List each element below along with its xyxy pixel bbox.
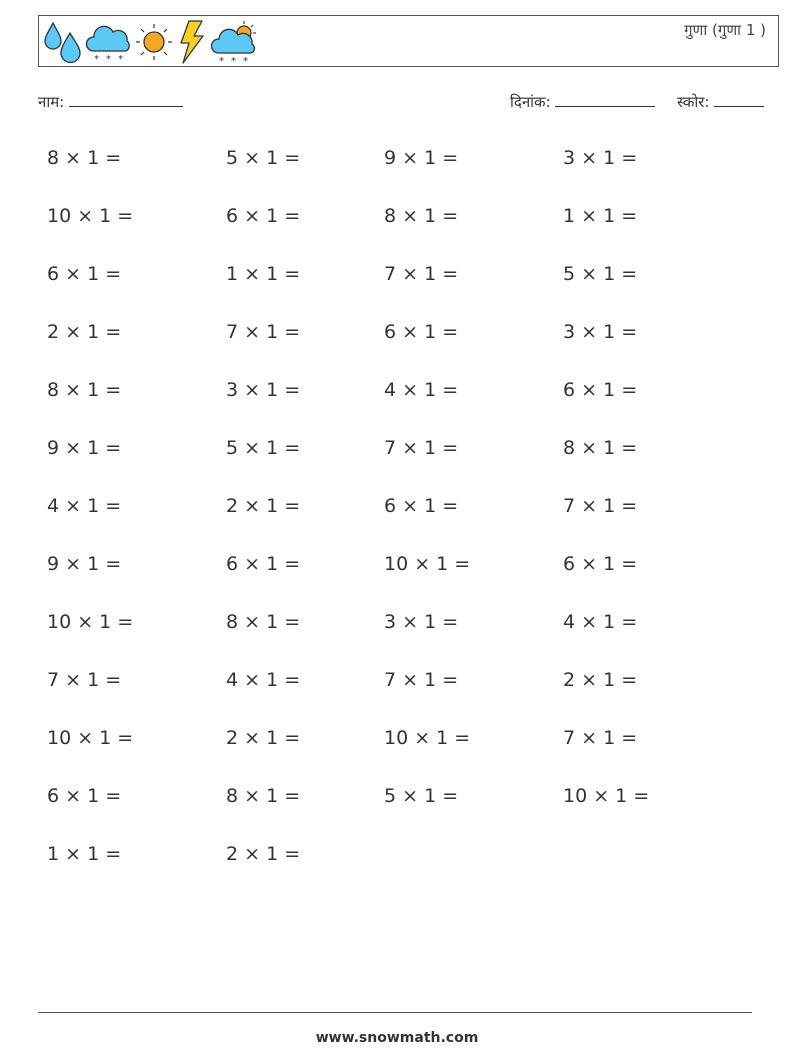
date-label: दिनांक: bbox=[510, 93, 551, 111]
problem-item: 7 × 1 = bbox=[563, 495, 638, 517]
svg-text:*: * bbox=[231, 56, 236, 65]
problem-item: 10 × 1 = bbox=[384, 727, 471, 749]
name-label: नाम: bbox=[38, 93, 65, 111]
name-blank[interactable] bbox=[69, 92, 183, 107]
problem-item: 2 × 1 = bbox=[226, 495, 301, 517]
lightning-icon bbox=[175, 19, 209, 65]
problem-item: 5 × 1 = bbox=[384, 785, 459, 807]
problem-item: 6 × 1 = bbox=[226, 205, 301, 227]
problem-item: 3 × 1 = bbox=[563, 321, 638, 343]
svg-text:*: * bbox=[243, 56, 248, 65]
problem-item: 2 × 1 = bbox=[226, 843, 301, 865]
problem-item: 9 × 1 = bbox=[384, 147, 459, 169]
problem-item: 10 × 1 = bbox=[47, 205, 134, 227]
problem-item: 9 × 1 = bbox=[47, 437, 122, 459]
problem-item: 8 × 1 = bbox=[226, 785, 301, 807]
problem-item: 6 × 1 = bbox=[384, 495, 459, 517]
problem-item: 10 × 1 = bbox=[47, 727, 134, 749]
problem-item: 6 × 1 = bbox=[384, 321, 459, 343]
problem-item: 6 × 1 = bbox=[563, 379, 638, 401]
problem-item: 8 × 1 = bbox=[226, 611, 301, 633]
problem-item: 7 × 1 = bbox=[384, 263, 459, 285]
problem-item: 7 × 1 = bbox=[226, 321, 301, 343]
problem-item: 10 × 1 = bbox=[47, 611, 134, 633]
problem-item: 1 × 1 = bbox=[563, 205, 638, 227]
sun-icon bbox=[135, 19, 173, 65]
name-field bbox=[38, 92, 183, 112]
partly-sunny-snow-icon bbox=[211, 19, 259, 65]
problem-item: 5 × 1 = bbox=[226, 147, 301, 169]
footer-url: www.snowmath.com bbox=[315, 1030, 479, 1046]
problem-item: 3 × 1 = bbox=[563, 147, 638, 169]
problem-item: 1 × 1 = bbox=[47, 843, 122, 865]
problem-item: 8 × 1 = bbox=[563, 437, 638, 459]
header-box bbox=[38, 15, 779, 67]
score-label: स्कोर: bbox=[677, 93, 710, 111]
problem-item: 6 × 1 = bbox=[47, 263, 122, 285]
date-blank[interactable] bbox=[555, 92, 655, 107]
problem-item: 7 × 1 = bbox=[384, 669, 459, 691]
problem-item: 7 × 1 = bbox=[563, 727, 638, 749]
problem-item: 8 × 1 = bbox=[384, 205, 459, 227]
problem-item: 2 × 1 = bbox=[563, 669, 638, 691]
problem-item: 2 × 1 = bbox=[226, 727, 301, 749]
problem-item: 6 × 1 = bbox=[47, 785, 122, 807]
problem-item: 4 × 1 = bbox=[226, 669, 301, 691]
problem-item: 7 × 1 = bbox=[47, 669, 122, 691]
problem-item: 5 × 1 = bbox=[226, 437, 301, 459]
svg-text:*: * bbox=[94, 54, 99, 65]
problem-item: 10 × 1 = bbox=[384, 553, 471, 575]
footer-divider bbox=[38, 1012, 752, 1013]
problem-item: 1 × 1 = bbox=[226, 263, 301, 285]
svg-text:*: * bbox=[106, 54, 111, 65]
problem-item: 9 × 1 = bbox=[47, 553, 122, 575]
weather-icons bbox=[43, 18, 259, 66]
score-blank[interactable] bbox=[714, 92, 764, 107]
problem-item: 8 × 1 = bbox=[47, 379, 122, 401]
snow-cloud-icon bbox=[85, 19, 133, 65]
problem-item: 2 × 1 = bbox=[47, 321, 122, 343]
problem-item: 6 × 1 = bbox=[226, 553, 301, 575]
problem-item: 8 × 1 = bbox=[47, 147, 122, 169]
raindrops-icon bbox=[43, 19, 83, 65]
score-field bbox=[677, 92, 764, 112]
problem-item: 6 × 1 = bbox=[563, 553, 638, 575]
problem-item: 4 × 1 = bbox=[384, 379, 459, 401]
problem-item: 4 × 1 = bbox=[47, 495, 122, 517]
problem-item: 3 × 1 = bbox=[384, 611, 459, 633]
date-field bbox=[510, 92, 655, 112]
svg-text:*: * bbox=[118, 54, 123, 65]
problem-item: 7 × 1 = bbox=[384, 437, 459, 459]
problem-item: 10 × 1 = bbox=[563, 785, 650, 807]
problem-item: 3 × 1 = bbox=[226, 379, 301, 401]
svg-text:*: * bbox=[219, 56, 224, 65]
worksheet-title: गुणा (गुणा 1 ) bbox=[684, 21, 766, 39]
problem-item: 5 × 1 = bbox=[563, 263, 638, 285]
problem-item: 4 × 1 = bbox=[563, 611, 638, 633]
